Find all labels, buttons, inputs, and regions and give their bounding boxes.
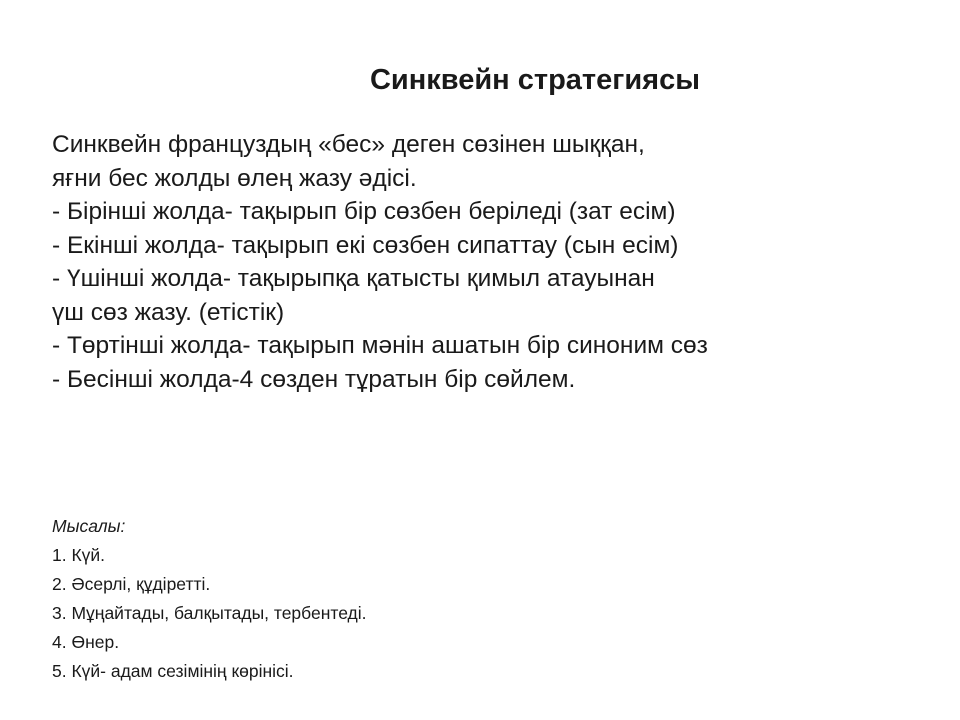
example-item: 1. Күй.: [52, 545, 106, 565]
example-section: [52, 512, 752, 686]
description-line: - Төртінші жолда- тақырып мәнін ашатын бір синоним сөз: [52, 332, 708, 359]
description-line: - Екінші жолда- тақырып екі сөзбен сипаттау (сын есім): [52, 231, 679, 259]
example-heading: Мысалы:: [52, 516, 126, 536]
description-line: үш сөз жазу. (етістік): [52, 298, 285, 326]
example-item: 5. Күй- адам сезімінің көрінісі.: [52, 661, 294, 681]
description-line: - Бесінші жолда-4 сөзден тұратын бір сөйлем.: [52, 365, 576, 393]
example-item: 2. Әсерлі, құдіретті.: [52, 574, 211, 594]
description-line: Синквейн француздың «бес» деген сөзінен шыққан,: [52, 131, 645, 158]
slide-title: Синквейн стратегиясы: [369, 64, 700, 96]
example-item: 4. Өнер.: [52, 632, 120, 652]
example-item: 3. Мұңайтады, балқытады, тербентеді.: [52, 603, 367, 623]
description-text: [52, 128, 952, 396]
description-line: - Бірінші жолда- тақырып бір сөзбен беріледі (зат есім): [52, 198, 676, 225]
description-line: - Үшінші жолда- тақырыпқа қатысты қимыл атауынан: [52, 265, 655, 292]
description-line: яғни бес жолды өлең жазу әдісі.: [52, 164, 417, 192]
